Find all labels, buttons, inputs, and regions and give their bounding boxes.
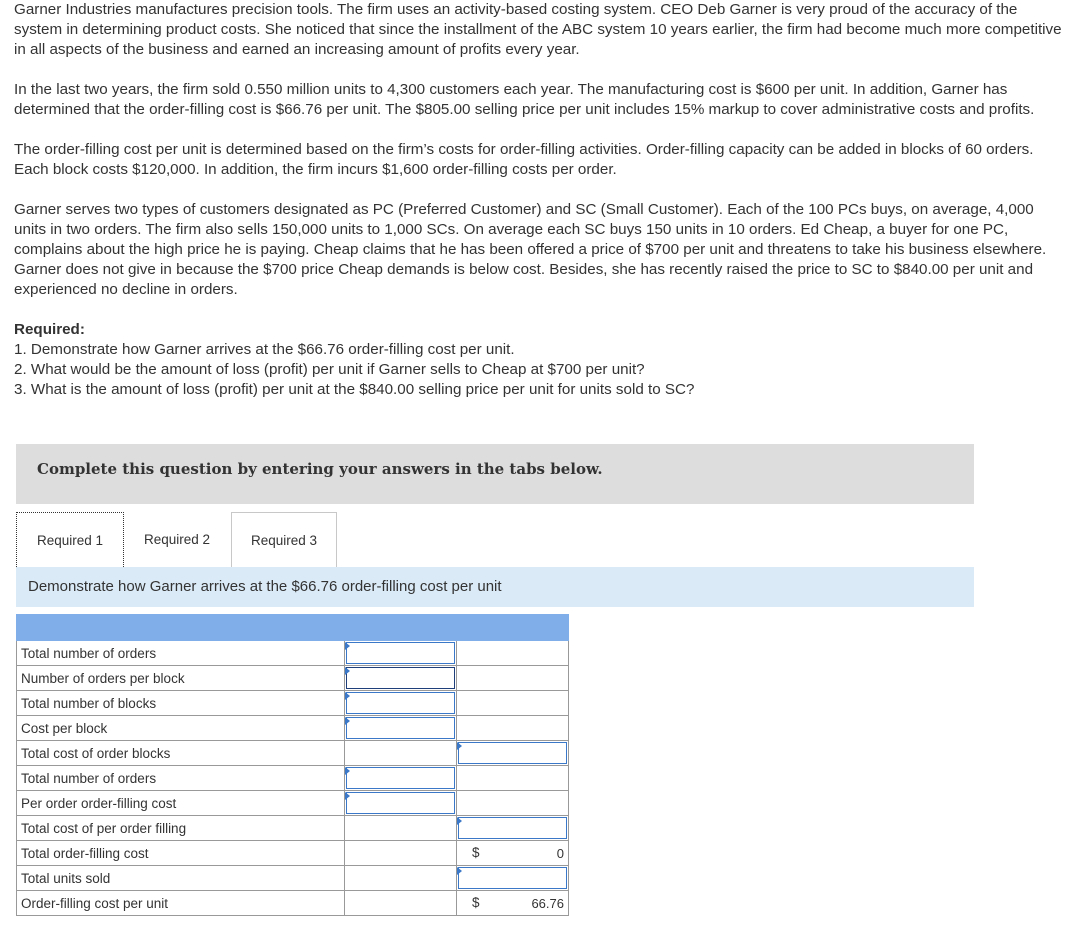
required-heading: Required: xyxy=(14,321,85,338)
empty-cell xyxy=(457,791,569,816)
order-filling-table xyxy=(16,614,569,916)
tab-instruction xyxy=(16,567,974,607)
answer-input[interactable] xyxy=(345,766,457,791)
empty-cell xyxy=(345,841,457,866)
empty-cell xyxy=(457,716,569,741)
input-marker-icon xyxy=(345,667,350,675)
banner-text: Complete this question by entering your answers in the tabs below. xyxy=(37,460,603,478)
instruction-text: Demonstrate how Garner arrives at the $66.76 order-filling cost per unit xyxy=(28,578,502,595)
table-header-row xyxy=(17,615,569,641)
computed-value xyxy=(457,891,569,916)
tab-required-3[interactable] xyxy=(231,512,337,567)
input-marker-icon xyxy=(457,742,462,750)
total-order-filling-value: 0 xyxy=(556,846,564,861)
row-label: Total number of orders xyxy=(17,641,345,666)
row-label: Per order order-filling cost xyxy=(17,791,345,816)
answer-input[interactable] xyxy=(457,866,569,891)
required-list xyxy=(14,340,1066,400)
required-item-2: 2. What would be the amount of loss (profit) per unit if Garner sells to Cheap at $700 per unit? xyxy=(14,361,645,378)
table-row xyxy=(17,816,569,841)
problem-paragraph-3: The order-filling cost per unit is determined based on the firm’s costs for order-filling activities. Order-filling capacity can be added in blocks of 60 orders. Each block costs $120,000. In addition, the firm incurs $1,600 order-filling costs per order. xyxy=(14,141,1034,178)
empty-cell xyxy=(345,741,457,766)
row-label: Total order-filling cost xyxy=(17,841,345,866)
table-row xyxy=(17,641,569,666)
input-marker-icon xyxy=(345,642,350,650)
input-marker-icon xyxy=(345,717,350,725)
problem-paragraph-4: Garner serves two types of customers designated as PC (Preferred Customer) and SC (Small Customer). Each of the 100 PCs buys, on average, 4,000 units in two orders. The firm also sells 150,000 units to 1,000 SCs. On average each SC buys 150 units in 10 orders. Ed Cheap, a buyer for one PC, complains about the high price he is paying. Cheap claims that he has been offered a price of $700 per unit and threatens to take his business elsewhere. Garner does not give in because the $700 price Cheap demands is below cost. Besides, she has recently raised the price to SC to $840.00 per unit and experienced no decline in orders. xyxy=(14,201,1047,298)
empty-cell xyxy=(457,766,569,791)
empty-cell xyxy=(345,866,457,891)
answer-input[interactable] xyxy=(345,716,457,741)
tab-required-2-label: Required 2 xyxy=(143,532,211,547)
cost-per-unit-value: 66.76 xyxy=(531,896,564,911)
currency-symbol: $ xyxy=(472,845,480,860)
empty-cell xyxy=(457,641,569,666)
row-label: Total cost of order blocks xyxy=(17,741,345,766)
answer-input[interactable] xyxy=(345,641,457,666)
input-marker-icon xyxy=(345,792,350,800)
answer-input[interactable] xyxy=(457,816,569,841)
required-item-3: 3. What is the amount of loss (profit) per unit at the $840.00 selling price per unit for units sold to SC? xyxy=(14,381,695,398)
required-item-1: 1. Demonstrate how Garner arrives at the $66.76 order-filling cost per unit. xyxy=(14,341,515,358)
table-row xyxy=(17,741,569,766)
header-cell xyxy=(17,615,345,641)
input-marker-icon xyxy=(457,867,462,875)
empty-cell xyxy=(457,666,569,691)
row-label: Total number of blocks xyxy=(17,691,345,716)
row-label: Total cost of per order filling xyxy=(17,816,345,841)
tab-required-3-label: Required 3 xyxy=(250,532,318,548)
empty-cell xyxy=(457,691,569,716)
table-row xyxy=(17,766,569,791)
table-row xyxy=(17,891,569,916)
empty-cell xyxy=(345,816,457,841)
input-marker-icon xyxy=(345,767,350,775)
input-marker-icon xyxy=(345,692,350,700)
table-row xyxy=(17,691,569,716)
answer-input[interactable] xyxy=(457,741,569,766)
empty-cell xyxy=(345,891,457,916)
row-label: Total number of orders xyxy=(17,766,345,791)
computed-value xyxy=(457,841,569,866)
tab-required-2[interactable] xyxy=(124,512,230,567)
table-row xyxy=(17,866,569,891)
currency-symbol: $ xyxy=(472,895,480,910)
answer-input[interactable] xyxy=(345,791,457,816)
answer-input[interactable] xyxy=(345,666,457,691)
row-label: Number of orders per block xyxy=(17,666,345,691)
header-cell xyxy=(457,615,569,641)
row-label: Total units sold xyxy=(17,866,345,891)
problem-paragraph-2: In the last two years, the firm sold 0.550 million units to 4,300 customers each year. The manufacturing cost is $600 per unit. In addition, Garner has determined that the order-filling cost is $66.76 per unit. The $805.00 selling price per unit includes 15% markup to cover administrative costs and profits. xyxy=(14,81,1035,118)
answer-input[interactable] xyxy=(345,691,457,716)
header-cell xyxy=(345,615,457,641)
instructions-banner xyxy=(16,444,974,504)
row-label: Order-filling cost per unit xyxy=(17,891,345,916)
table-row xyxy=(17,666,569,691)
input-marker-icon xyxy=(457,817,462,825)
tab-required-1-label: Required 1 xyxy=(36,532,104,548)
problem-statement xyxy=(14,0,1066,400)
table-row xyxy=(17,841,569,866)
tab-required-1[interactable] xyxy=(16,512,124,567)
tab-bar xyxy=(16,512,974,568)
row-label: Cost per block xyxy=(17,716,345,741)
table-row xyxy=(17,716,569,741)
problem-paragraph-1: Garner Industries manufactures precision tools. The firm uses an activity-based costing system. CEO Deb Garner is very proud of the accuracy of the system in determining product costs. She noticed that since the installment of the ABC system 10 years earlier, the firm had become much more competitive in all aspects of the business and earned an increasing amount of profits every year. xyxy=(14,1,1062,58)
table-row xyxy=(17,791,569,816)
